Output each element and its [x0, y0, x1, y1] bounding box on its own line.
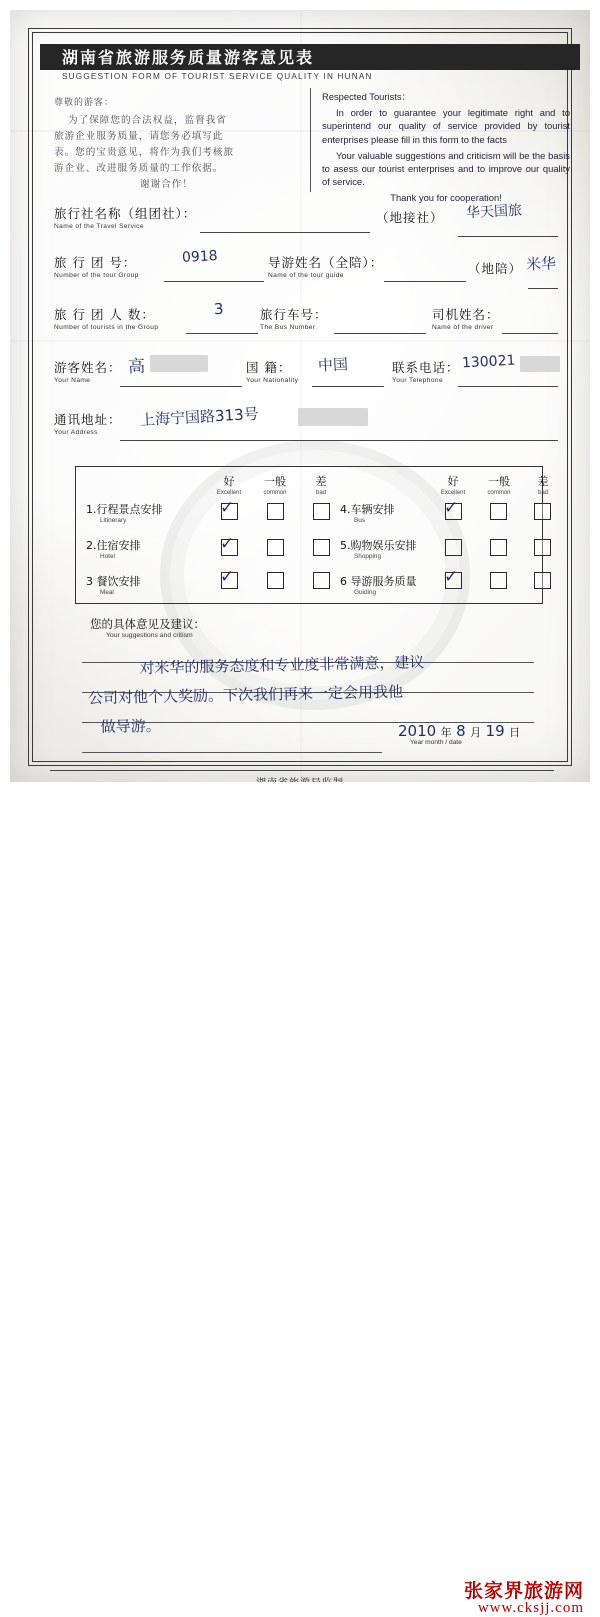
intro-line: 谢谢合作！ [140, 179, 193, 190]
rating-check-mark: ✓ [220, 567, 235, 587]
rating-checkbox-guiding-common[interactable] [490, 572, 507, 589]
intro-line: 尊敬的游客： [54, 98, 115, 108]
date-field[interactable] [398, 722, 521, 746]
site-url: www.cksjj.com [477, 1600, 584, 1616]
rating-item-bus: 4.车辆安排 Bus [340, 503, 395, 524]
rating-item-itinerary: 1.行程景点安排 Litinerary [86, 503, 163, 524]
group-number-label-en: Number of the tour Group [54, 272, 139, 279]
rating-item-hotel: 2.住宿安排 Hotel [86, 539, 141, 560]
date-month-value: 8 [456, 722, 466, 740]
rating-header-left-common: 一般 common [263, 475, 287, 496]
rating-checkbox-shopping-good[interactable] [445, 539, 462, 556]
rating-checkbox-guiding-bad[interactable] [534, 572, 551, 589]
telephone-label-en: Your Telephone [392, 377, 444, 384]
rating-table [75, 466, 549, 604]
travel-service-input[interactable] [200, 215, 370, 233]
intro-english-paragraph: In order to guarantee your legitimate right and to superintend our quality of service provided by tourist enterprises please fill in this form to the facts [322, 107, 570, 145]
redaction-mark [520, 356, 560, 372]
suggestion-line: 对米华的服务态度和专业度非常满意，建议 [139, 653, 425, 678]
driver-name-input[interactable] [502, 316, 558, 334]
date-month-label: 月 [470, 726, 482, 739]
travel-service-label-en: Name of the Travel Service [54, 223, 144, 230]
suggestion-line: 做导游。 [100, 716, 161, 737]
telephone-value: 130021 [461, 352, 516, 372]
suggestion-line: 公司对他个人奖励。下次我们再来一定会用我他 [87, 682, 404, 708]
group-size-input[interactable] [186, 316, 258, 334]
intro-line: 旅游企业服务质量，请您务必填写此 [54, 131, 224, 142]
guide-name-label-en: Name of the tour guide [268, 272, 344, 279]
intro-handwritten-chinese [54, 94, 294, 190]
rating-checkbox-hotel-bad[interactable] [313, 539, 330, 556]
rating-header-right-bad: 差 bad [537, 475, 549, 496]
address-label-en: Your Address [54, 429, 98, 436]
suggestions-rule [82, 752, 382, 753]
tourist-name-label: 游客姓名： [54, 360, 122, 375]
group-size-label: 旅 行 团 人 数： [54, 307, 155, 322]
intro-line: 为了保障您的合法权益，监督我省 [68, 115, 227, 126]
travel-service-label: 旅行社名称（组团社）： [54, 206, 197, 221]
local-agency-value: 华天国旅 [465, 202, 523, 222]
local-guide-value: 米华 [525, 254, 557, 274]
site-branding [0, 782, 600, 1616]
rating-header-right-common: 一般 common [487, 475, 511, 496]
page-title-english: SUGGESTION FORM OF TOURIST SERVICE QUALITY IN HUNAN [62, 72, 373, 81]
nationality-label-en: Your Nationality [246, 377, 299, 384]
intro-english [322, 90, 570, 208]
redaction-mark [298, 408, 368, 426]
rating-checkbox-bus-common[interactable] [490, 503, 507, 520]
bus-number-input[interactable] [334, 316, 426, 334]
date-year-value: 2010 [398, 722, 437, 740]
rating-checkbox-meal-bad[interactable] [313, 572, 330, 589]
group-number-label: 旅 行 团 号： [54, 255, 137, 270]
nationality-value: 中国 [317, 355, 349, 375]
group-size-value: 3 [213, 299, 225, 319]
rating-header-left-good: 好 Excellent [216, 475, 242, 496]
rating-checkbox-itinerary-common[interactable] [267, 503, 284, 520]
intro-line: 游企业、改进服务质量的工作依据。 [54, 163, 224, 174]
rating-header-right-good: 好 Excellent [440, 475, 466, 496]
intro-divider [310, 88, 311, 192]
date-year-label: 年 [440, 726, 452, 739]
rating-checkbox-bus-bad[interactable] [534, 503, 551, 520]
rating-check-mark: ✓ [444, 567, 459, 587]
footer-divider [50, 770, 554, 771]
rating-check-mark: ✓ [220, 498, 235, 518]
tourist-name-label-en: Your Name [54, 377, 91, 384]
intro-line: 表。您的宝贵意见，将作为我们考核旅 [54, 147, 235, 158]
bus-number-label: 旅行车号： [260, 307, 328, 322]
date-day-label: 日 [509, 726, 521, 739]
driver-name-label: 司机姓名： [432, 307, 500, 322]
rating-checkbox-itinerary-bad[interactable] [313, 503, 330, 520]
date-label-en: Year month / date [410, 739, 462, 746]
group-number-value: 0918 [181, 248, 219, 266]
rating-item-meal: 3 餐饮安排 Meal [86, 575, 141, 596]
rating-header-left-bad: 差 bad [315, 475, 327, 496]
redaction-mark [150, 355, 208, 372]
local-agency-label: （地接社） [376, 210, 444, 225]
intro-english-thanks: Thank you for cooperation! [390, 192, 502, 204]
rating-item-guiding: 6 导游服务质量 Guiding [340, 575, 417, 596]
driver-name-label-en: Name of the driver [432, 324, 494, 331]
suggestions-label-en: Your suggestions and critism [106, 632, 193, 639]
page-title: 湖南省旅游服务质量游客意见表 [62, 48, 315, 67]
date-day-value: 19 [485, 722, 505, 740]
nationality-label: 国 籍： [246, 360, 292, 375]
rating-check-mark: ✓ [220, 534, 235, 554]
group-size-label-en: Number of tourists in the Group [54, 324, 159, 331]
site-name: 张家界旅游网 [463, 1580, 584, 1602]
rating-item-shopping: 5.购物娱乐安排 Shopping [340, 539, 417, 560]
telephone-label: 联系电话： [392, 360, 460, 375]
bus-number-label-en: The Bus Number [260, 324, 316, 331]
suggestions-label: 您的具体意见及建议： [90, 617, 205, 631]
guide-name-label: 导游姓名（全陪）： [268, 255, 384, 270]
rating-checkbox-hotel-common[interactable] [267, 539, 284, 556]
address-label: 通讯地址： [54, 412, 122, 427]
rating-checkbox-shopping-bad[interactable] [534, 539, 551, 556]
rating-checkbox-shopping-common[interactable] [490, 539, 507, 556]
address-value: 上海宁国路313号 [139, 404, 260, 430]
form-paper [10, 10, 590, 782]
rating-check-mark: ✓ [444, 498, 459, 518]
guide-name-input[interactable] [384, 264, 466, 282]
intro-english-paragraph: Your valuable suggestions and criticism will be the basis to asess our tourist enterprises and to improve our quality of service. [322, 149, 570, 188]
rating-checkbox-meal-common[interactable] [267, 572, 284, 589]
local-guide-label: （地陪） [468, 261, 523, 276]
intro-english-title: Respected Tourists： [322, 91, 411, 102]
tourist-name-value: 高 [127, 356, 146, 378]
group-number-input[interactable] [164, 264, 264, 282]
